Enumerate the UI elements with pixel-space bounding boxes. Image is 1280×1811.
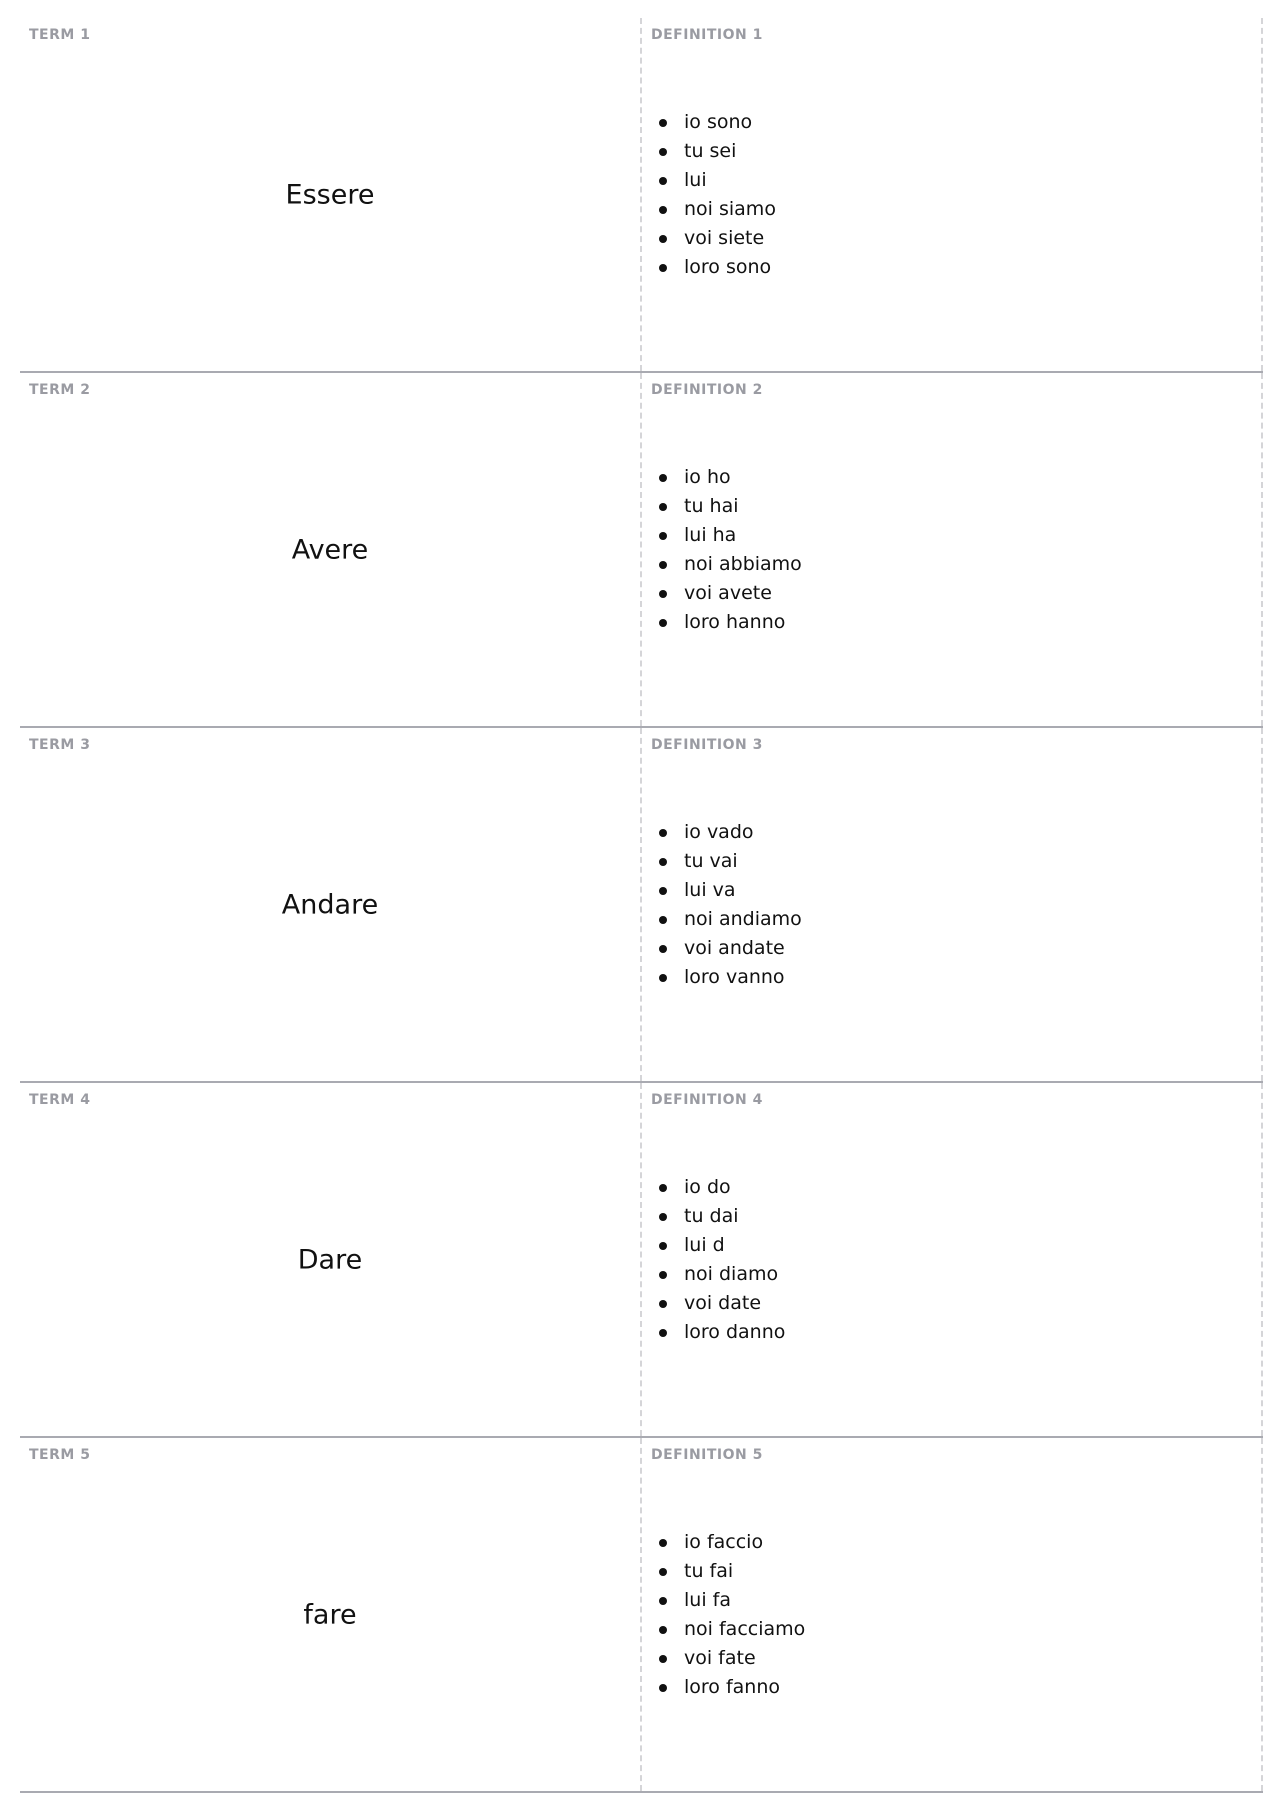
bullet-icon [659,1213,667,1221]
definition-item [652,108,776,137]
flashcard-row [20,1083,1263,1438]
definition-item [652,818,802,847]
term-text: fare [303,1599,357,1630]
bullet-icon [659,829,667,837]
definition-item-text: noi facciamo [684,1617,806,1640]
definition-item [652,876,802,905]
definition-item [652,137,776,166]
term-label: TERM 3 [29,737,91,753]
term-text: Andare [281,889,379,920]
definition-item-text: io vado [684,820,754,843]
definition-cell [642,1083,1263,1436]
bullet-icon [659,1684,667,1692]
bullet-icon [659,1184,667,1192]
bullet-icon [659,916,667,924]
definition-item-text: tu hai [684,494,739,517]
bullet-icon [659,148,667,156]
definition-item [652,1557,805,1586]
definition-item-text: loro danno [684,1320,786,1343]
term-label: TERM 4 [29,1092,91,1108]
definition-item-text: voi siete [684,226,765,249]
definition-item-text: lui d [684,1233,725,1256]
definition-item [652,1289,785,1318]
definition-item [652,579,802,608]
definition-item [652,608,802,637]
definition-item-text: tu fai [684,1559,734,1582]
flashcard-row [20,373,1263,728]
definition-item-text: loro sono [684,255,772,278]
bullet-icon [659,590,667,598]
bullet-icon [659,1597,667,1605]
definition-item-text: lui ha [684,523,737,546]
definition-item [652,1644,805,1673]
bullet-icon [659,1626,667,1634]
term-text: Avere [291,534,369,565]
definition-item [652,1260,785,1289]
flashcard-row [20,1438,1263,1793]
definition-item [652,1528,805,1557]
flashcard-sheet [20,18,1263,1798]
term-cell [20,1083,642,1436]
term-label: TERM 1 [29,27,91,43]
flashcard-row [20,728,1263,1083]
definition-item-text: voi date [684,1291,762,1314]
definition-list [652,1173,785,1347]
definition-item-text: voi avete [684,581,772,604]
definition-label: DEFINITION 3 [651,737,763,753]
definition-label: DEFINITION 2 [651,382,763,398]
term-label: TERM 2 [29,382,91,398]
definition-item [652,1318,785,1347]
definition-cell [642,18,1263,371]
definition-item-text: tu dai [684,1204,739,1227]
term-label: TERM 5 [29,1447,91,1463]
definition-label: DEFINITION 5 [651,1447,763,1463]
bullet-icon [659,619,667,627]
definition-list [652,818,802,992]
bullet-icon [659,858,667,866]
term-text: Dare [297,1244,363,1275]
definition-item [652,1231,785,1260]
flashcard-row [20,18,1263,373]
bullet-icon [659,561,667,569]
definition-item-text: noi abbiamo [684,552,802,575]
definition-item-text: loro fanno [684,1675,781,1698]
definition-item-text: voi fate [684,1646,756,1669]
definition-item-text: noi diamo [684,1262,779,1285]
definition-item [652,847,802,876]
bullet-icon [659,235,667,243]
bullet-icon [659,945,667,953]
definition-item [652,224,776,253]
bullet-icon [659,887,667,895]
definition-cell [642,1438,1263,1791]
definition-item [652,550,802,579]
definition-item-text: noi siamo [684,197,776,220]
term-text: Essere [285,179,375,210]
bullet-icon [659,532,667,540]
definition-item-text: voi andate [684,936,785,959]
bullet-icon [659,1539,667,1547]
bullet-icon [659,974,667,982]
definition-item [652,905,802,934]
definition-item-text: loro vanno [684,965,785,988]
bullet-icon [659,1271,667,1279]
definition-item [652,1673,805,1702]
term-cell [20,373,642,726]
bullet-icon [659,1242,667,1250]
definition-item-text: io sono [684,110,753,133]
definition-cell [642,373,1263,726]
definition-item [652,166,776,195]
definition-label: DEFINITION 4 [651,1092,763,1108]
bullet-icon [659,206,667,214]
term-cell [20,728,642,1081]
definition-item-text: io ho [684,465,731,488]
bullet-icon [659,474,667,482]
definition-item-text: noi andiamo [684,907,802,930]
bullet-icon [659,1300,667,1308]
definition-item [652,1202,785,1231]
bullet-icon [659,1329,667,1337]
definition-item [652,1173,785,1202]
definition-list [652,1528,805,1702]
definition-item-text: lui [684,168,707,191]
definition-item [652,1586,805,1615]
bullet-icon [659,1568,667,1576]
definition-item [652,463,802,492]
bullet-icon [659,119,667,127]
definition-item [652,1615,805,1644]
definition-item-text: lui va [684,878,736,901]
bullet-icon [659,264,667,272]
definition-item-text: loro hanno [684,610,786,633]
term-cell [20,1438,642,1791]
definition-cell [642,728,1263,1081]
definition-item [652,963,802,992]
bullet-icon [659,503,667,511]
definition-list [652,463,802,637]
definition-item [652,492,802,521]
term-cell [20,18,642,371]
definition-item-text: tu vai [684,849,738,872]
definition-item-text: tu sei [684,139,737,162]
definition-item [652,521,802,550]
definition-item [652,195,776,224]
definition-item [652,934,802,963]
bullet-icon [659,177,667,185]
bullet-icon [659,1655,667,1663]
definition-item-text: lui fa [684,1588,731,1611]
definition-item-text: io do [684,1175,731,1198]
definition-item-text: io faccio [684,1530,764,1553]
definition-label: DEFINITION 1 [651,27,763,43]
definition-list [652,108,776,282]
definition-item [652,253,776,282]
